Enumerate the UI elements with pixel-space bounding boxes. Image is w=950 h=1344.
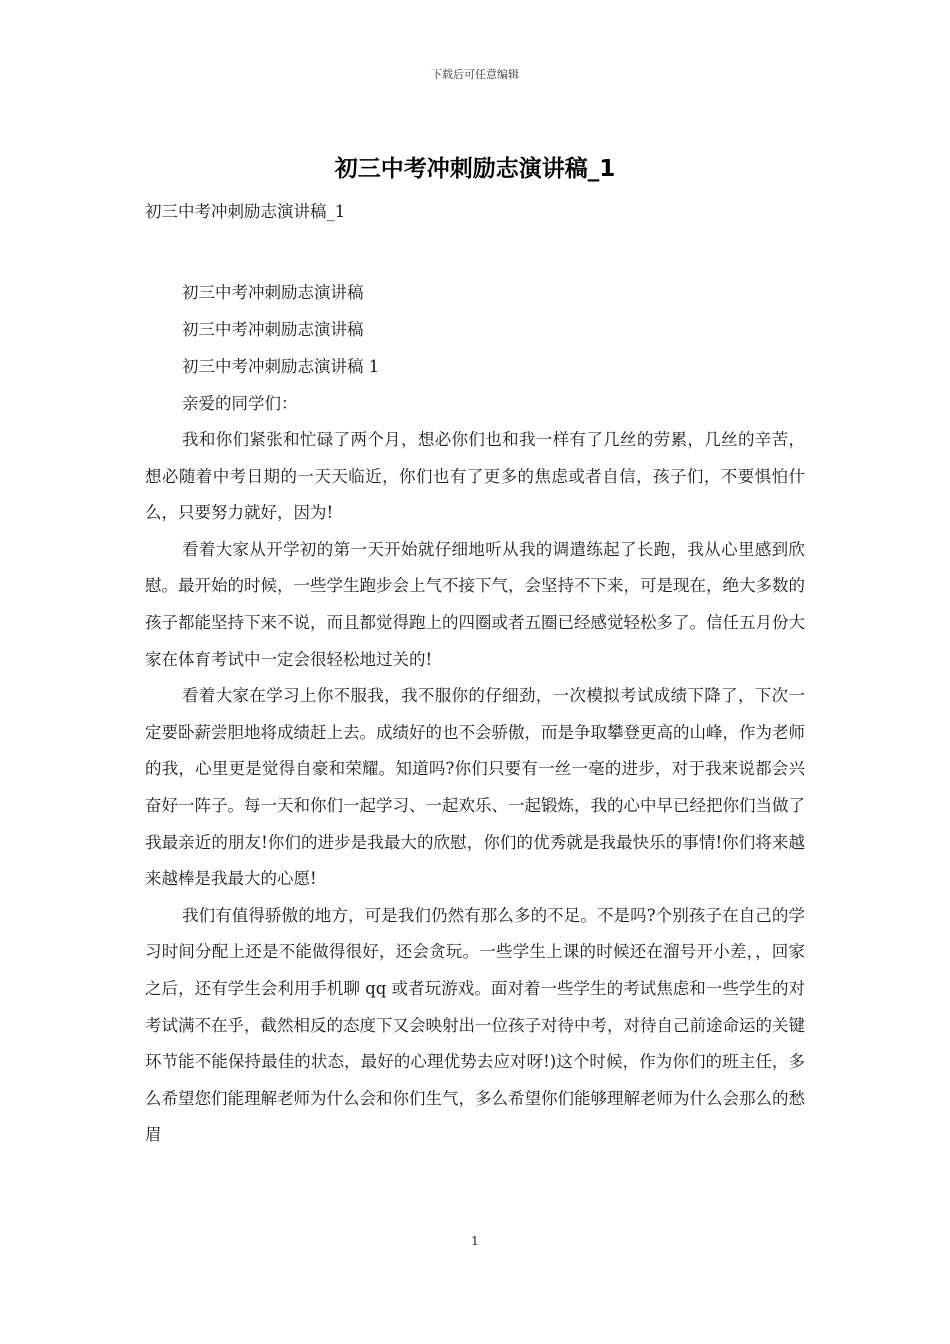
paragraph: 看着大家在学习上你不服我，我不服你的仔细劲，一次模拟考试成绩下降了，下次一定要卧薪尝胆地将成绩赶上去。成绩好的也不会骄傲，而是争取攀登更高的山峰，作为老师的我，心里更是觉得自豪和荣耀。知道吗?你们只要有一丝一毫的进步，对于我来说都会兴奋好一阵子。每一天和你们一起学习、一起欢乐、一起锻炼，我的心中早已经把你们当做了我最亲近的朋友!你们的进步是我最大的欣慰，你们的优秀就是我最快乐的事情!你们将来越来越棒是我最大的心愿! — [145, 686, 805, 889]
paragraph: 看着大家从开学初的第一天开始就仔细地听从我的调遣练起了长跑，我从心里感到欣慰。最开始的时候，一些学生跑步会上气不接下气，会坚持不下来，可是现在，绝大多数的孩子都能坚持下来不说，而且都觉得跑上的四圈或者五圈已经感觉轻松多了。信任五月份大家在体育考试中一定会很轻松地过关的! — [145, 539, 805, 669]
page-number: 1 — [471, 1234, 479, 1248]
page-header-note: 下载后可任意编辑 — [431, 68, 519, 81]
heading-block — [145, 274, 805, 422]
heading-line: 初三中考冲刺励志演讲稿 — [182, 320, 364, 339]
document-title: 初三中考冲刺励志演讲稿_1 — [334, 156, 616, 182]
heading-line: 初三中考冲刺励志演讲稿 — [182, 283, 364, 302]
paragraph: 我和你们紧张和忙碌了两个月，想必你们也和我一样有了几丝的劳累，几丝的辛苦，想必随着中考日期的一天天临近，你们也有了更多的焦虑或者自信，孩子们，不要惧怕什么，只要努力就好，因为! — [145, 430, 805, 523]
body-text — [145, 422, 805, 1154]
salutation: 亲爱的同学们： — [182, 394, 298, 413]
document-subtitle: 初三中考冲刺励志演讲稿_1 — [145, 202, 346, 221]
heading-line: 初三中考冲刺励志演讲稿 1 — [182, 357, 380, 376]
paragraph: 我们有值得骄傲的地方，可是我们仍然有那么多的不足。不是吗?个别孩子在自己的学习时间分配上还是不能做得很好，还会贪玩。一些学生上课的时候还在溜号开小差，，回家之后，还有学生会利用手机聊 qq 或者玩游戏。面对着一些学生的考试焦虑和一些学生的对考试满不在乎，截然相反的态度下又会映射出一位孩子对待中考，对待自己前途命运的关键环节能不能保持最佳的状态，最好的心理优势去应对呀!)这个时候，作为你们的班主任，多么希望您们能理解老师为什么会和你们生气，多么希望你们能够理解老师为什么会那么的愁眉 — [145, 905, 805, 1145]
